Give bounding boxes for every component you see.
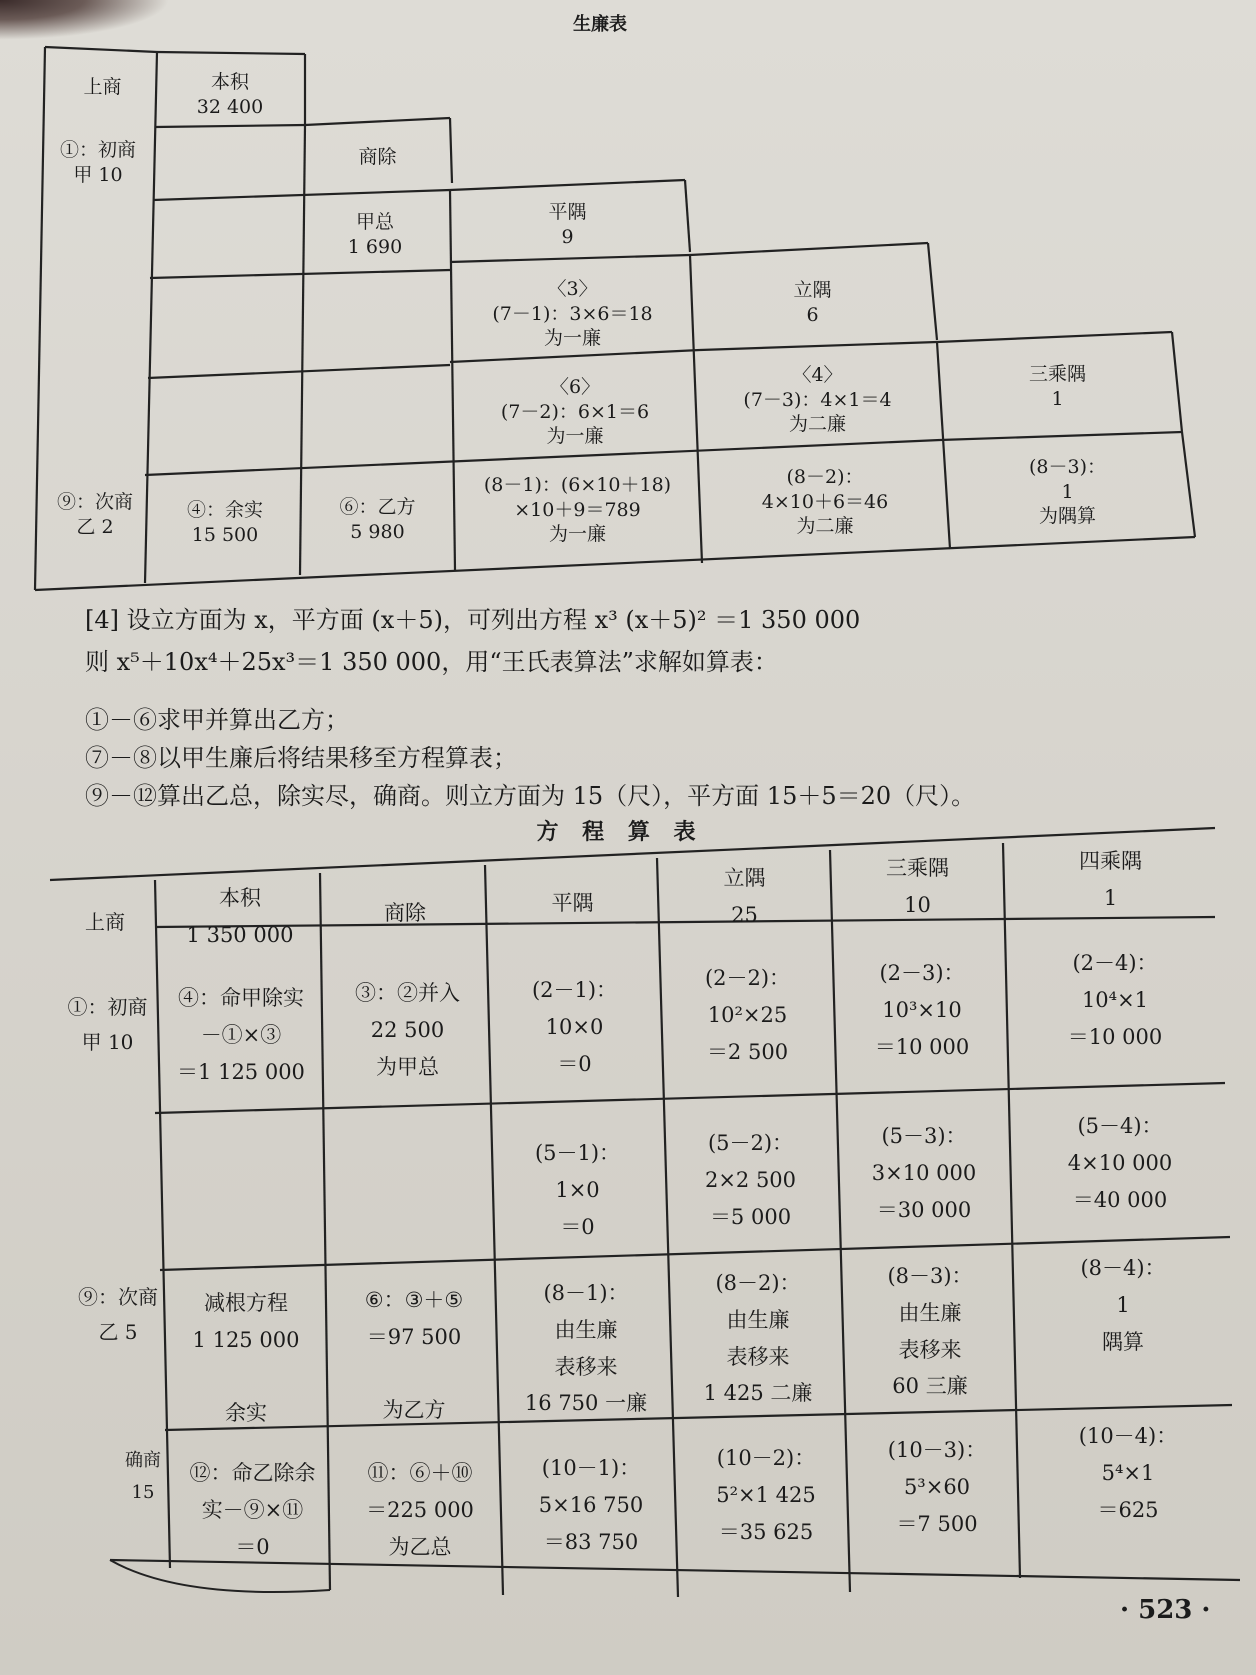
bottom-r1-shangchu: ③：②并入 22 500 为甲总 <box>355 981 460 1079</box>
top-cell-jiazong: 甲总 1 690 <box>347 211 403 258</box>
bottom-row-label-shangshang: 上商 <box>85 910 125 934</box>
paragraph-line-4: ⑦－⑧以甲生廉后将结果移至方程算表； <box>85 744 517 772</box>
top-cell-shangchu: 商除 <box>358 146 397 168</box>
bottom-table-title: 方 程 算 表 <box>536 819 704 845</box>
top-row-label-chushang: ①：初商 甲 10 <box>59 139 136 186</box>
bottom-header-shangchu: 商除 <box>384 901 426 925</box>
top-cell-yushi: ④：余实 15 500 <box>186 499 263 546</box>
bottom-header-pingyu: 平隅 <box>551 891 594 915</box>
bottom-row-label-queshang: 确商 15 <box>125 1450 161 1503</box>
bottom-header-liyu: 立隅 25 <box>723 866 766 927</box>
bottom-r1-liyu: (2－2)： 10²×25 ＝2 500 <box>704 966 791 1064</box>
bottom-header-sichengyu: 四乘隅 1 <box>1079 849 1142 910</box>
bottom-r3-benji: 减根方程 1 125 000 余实 <box>192 1291 300 1426</box>
paragraph-line-1: [4] 设立方面为 x，平方面 (x＋5)，可列出方程 x³ (x＋5)² ＝1 350 000 <box>85 606 861 634</box>
bottom-row-label-chushang: ①：初商 甲 10 <box>67 995 148 1054</box>
bottom-r2-liyu: (5－2)： 2×2 500 ＝5 000 <box>704 1131 797 1229</box>
top-cell-sanchengyu: 三乘隅 1 <box>1028 363 1086 410</box>
paragraph-line-2: 则 x⁵＋10x⁴＋25x³＝1 350 000，用“王氏表算法”求解如算表： <box>85 648 778 676</box>
bottom-r1-sanchengyu: (2－3)： 10³×10 ＝10 000 <box>874 961 970 1059</box>
top-table-title: 生廉表 <box>573 14 627 35</box>
paragraph-line-3: ①－⑥求甲并算出乙方； <box>85 706 349 734</box>
bottom-r4-benji: ⑫：命乙除余 实－⑨×⑪ ＝0 <box>189 1461 316 1559</box>
bottom-r2-sanchengyu: (5－3)： 3×10 000 ＝30 000 <box>871 1124 977 1222</box>
top-cell-benji: 本积 32 400 <box>196 71 264 118</box>
top-cell-pingyu: 平隅 9 <box>548 201 587 248</box>
bottom-r3-liyu: (8－2)： 由生廉 表移来 1 425 二廉 <box>703 1271 813 1406</box>
bottom-r3-shangchu: ⑥：③＋⑤ ＝97 500 为乙方 <box>364 1288 464 1423</box>
top-cell-c83: (8－3)： 1 为隅算 <box>1028 456 1106 528</box>
bottom-row-label-cishang: ⑨：次商 乙 5 <box>78 1285 158 1344</box>
paragraph-line-5: ⑨－⑫算出乙总，除实尽，确商。则立方面为 15（尺），平方面 15＋5＝20（尺）。 <box>85 782 976 810</box>
bottom-r1-sichengyu: (2－4)： 10⁴×1 ＝10 000 <box>1067 951 1163 1049</box>
bottom-r2-pingyu: (5－1)： 1×0 ＝0 <box>534 1141 621 1239</box>
bottom-header-benji: 本积 1 350 000 <box>186 886 294 947</box>
top-cell-c81: (8－1)：(6×10＋18) ×10＋9＝789 为一廉 <box>483 474 672 546</box>
top-cell-c6: 〈6〉 (7－2)：6×1＝6 为一廉 <box>500 376 650 448</box>
top-cell-c3: 〈3〉 (7－1)：3×6＝18 为一廉 <box>492 278 653 350</box>
bottom-r3-sichengyu: (8－4)： 1 隅算 <box>1080 1256 1166 1354</box>
top-row-label-cishang: ⑨：次商 乙 2 <box>56 491 133 538</box>
bottom-r3-pingyu: (8－1)： 由生廉 表移来 16 750 一廉 <box>524 1281 648 1416</box>
page-number: · 523 · <box>1120 1595 1211 1625</box>
top-cell-c82: (8－2)： 4×10＋6＝46 为二廉 <box>761 466 889 538</box>
bottom-r1-benji: ④：命甲除实 －①×③ ＝1 125 000 <box>177 986 305 1084</box>
bottom-r2-sichengyu: (5－4)： 4×10 000 ＝40 000 <box>1067 1114 1173 1212</box>
bottom-r4-pingyu: (10－1)： 5×16 750 ＝83 750 <box>538 1456 644 1554</box>
top-cell-c4: 〈4〉 (7－3)：4×1＝4 为二廉 <box>743 364 892 436</box>
top-cell-liyu: 立隅 6 <box>793 279 832 326</box>
bottom-r3-sanchengyu: (8－3)： 由生廉 表移来 60 三廉 <box>887 1264 973 1399</box>
bottom-r4-sichengyu: (10－4)： 5⁴×1 ＝625 <box>1078 1424 1178 1522</box>
bottom-header-sanchengyu: 三乘隅 10 <box>886 856 949 917</box>
top-row-label-shangshang: 上商 <box>83 76 122 98</box>
bottom-r4-shangchu: ⑪：⑥＋⑩ ＝225 000 为乙总 <box>366 1461 474 1559</box>
bottom-r4-liyu: (10－2)： 5²×1 425 ＝35 625 <box>716 1446 816 1544</box>
bottom-r4-sanchengyu: (10－3)： 5³×60 ＝7 500 <box>887 1438 987 1536</box>
top-cell-yifang: ⑥：乙方 5 980 <box>339 496 416 543</box>
bottom-r1-pingyu: (2－1)： 10×0 ＝0 <box>531 978 618 1076</box>
